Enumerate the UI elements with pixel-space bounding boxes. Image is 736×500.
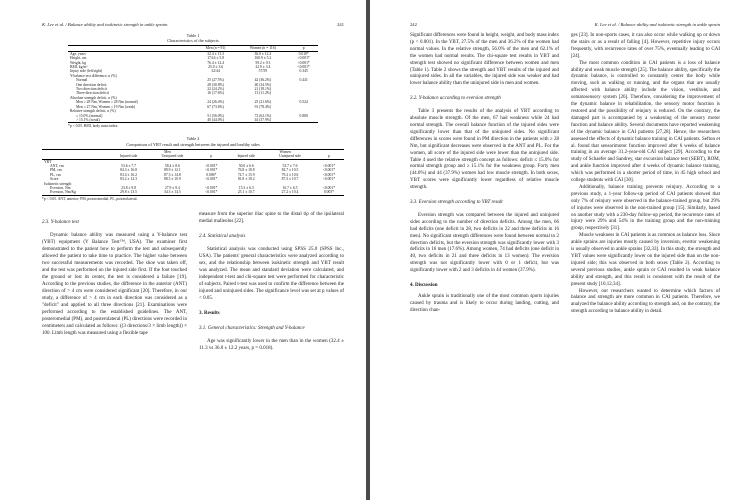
left-column-1 [42,211,187,352]
table-2-note: *p < 0.05. ANT, anterior; PM, posteromedial; PL, posterolateral. [42,196,138,201]
cell: 58.4 ± 8.6 [164,163,180,168]
row-label: Three direction deficit [76,91,109,96]
row-label: Height, cm [70,56,87,61]
table-2-col-header: Uninjured side [266,154,314,159]
table-2-grid [42,149,344,196]
group-header-men: Men [109,149,227,154]
cell: 27.9 ± 9.4 [164,185,180,190]
table-2-col-header: Injured side [226,154,266,159]
cell: <0.001* [205,177,218,182]
cell-men: 25.0 ± 3.6 [208,65,224,70]
paragraph-continued: measure from the superior iliac spine to the distal tip of the ipsilateral medial malleolus [22]. [199,211,344,224]
row-label: ≤ 15.0% (normal) [76,113,103,118]
row-label: PL, cm [50,172,61,177]
cell: 87.3 ± 10.7 [281,177,299,182]
table-2-caption: Comparison of YBT result and strength between the injured and healthy sides [126,141,260,147]
cell: 16.7 ± 6.5 [282,185,298,190]
table-2 [42,136,344,200]
cell: <0.001* [205,185,218,190]
paragraph: Ankle sprain is traditionally one of the most common sports injuries caused by trauma and is likely to occur during landing, cutting, and direction chan- [410,294,559,313]
right-column-1 [410,33,559,316]
cell-men: 24 (26.4%) [207,100,224,105]
table-row [42,190,344,195]
running-header [42,22,344,27]
cell: 23.8 ± 9.8 [121,185,137,190]
table-row [68,118,318,123]
row-label: Two direction deficit [76,87,107,92]
cell: 84.3 ± 16.8 [120,168,137,173]
cell: 53.6 ± 7.7 [121,163,137,168]
cell: 82.7 ± 10.5 [281,168,299,173]
left-column-2 [199,211,344,352]
cell-p: 0.018* [298,51,309,56]
table-2-col-header: p [196,154,226,159]
table-2-col-header: Injured side [109,154,149,159]
cell: 79.2 ± 10.6 [281,172,299,177]
row-label: PM, cm [50,168,62,173]
table-2-col-header: p [314,154,344,159]
body-columns [410,33,720,316]
row-label: Men ≥ 28 Nm, Women ≥ 28 Nm (normal) [76,100,138,105]
row-label: Injury side (left/right) [70,69,103,74]
row-label: Isokinetic strength [44,181,72,186]
cell-men: 40 (44.0%) [195,118,237,123]
cell: <0.001* [322,168,336,173]
cell-men: 32/44 [211,69,220,74]
cell-women: 40 (34.5%) [254,82,272,87]
row-label: YBT [44,159,52,164]
cell-women: 44 (37.9%) [236,118,289,123]
section-heading: 3. Results [199,310,220,316]
row-label: Eversion, Nm [50,185,71,190]
cell: 15.3 ± 6.3 [238,185,254,190]
cell-men: 25 (27.5%) [207,78,224,83]
cell-women: 22.9 ± 3.4 [255,65,271,70]
cell-women: 91 (78.4%) [254,104,272,109]
cell-women: 21 (18.1%) [254,87,272,92]
cell-men: 174.6 ± 5.8 [207,56,224,61]
cell-p: 0.345 [299,69,308,74]
row-label: Absolute strength deficit, n (%) [70,95,117,100]
left-page [0,0,366,500]
cell: 88.5 ± 10.9 [163,177,181,182]
section-heading: 4. Discussion [410,283,438,289]
table-1-grid [68,45,318,123]
table-1-col-header: Women (n = 116) [236,46,289,51]
page-number: 241 [337,22,344,27]
paragraph: Statistical analysis was conducted using SPSS 25.0 (SPSS Inc., USA). The patients' general characteristics were analyzed according to sex, and the relationship between isokinetic strength and YBT result was analyzed. The mean and standard deviation were calculated, and independent t-test and chi-square test were performed for characteristic of subjects. Paired t-test was used to confirm the difference between the injured and uninjured sides. The significance level was set at p values of < 0.05. [199,246,344,301]
cell-women: 160.9 ± 5.2 [254,56,272,61]
section-subheading: 2.3. Y-balance test [42,219,79,225]
row-label: Age, years [70,51,86,56]
header-title: K. Lee et al. / Balance ability and isokinetic strength in ankle sprain [594,22,720,27]
row-label: Weight, kg [70,60,87,65]
row-label: > 15.1% (weak) [68,118,195,123]
paragraph: Eversion strength was compared between the injured and uninjured sides according to the number of direction deficits. Among the men, 66 had deficits (one deficit in 28, two deficits in 22 and three deficits in 16 men). No significant strength differences were found between normal to 2 direction deficits, but the eversion strength was significantly lower with 3 deficits in 16 men (17.6%). Among women, 74 had deficits (one deficit in 40, two deficits in 21 and three deficits in 13 women). The eversion strength was not significantly lower with 0 or 1 deficit, but was significantly lower with 2 and 3 deficits in 44 women (37.9%). [410,212,559,274]
cell: 87.3 ± 14.8 [163,172,181,177]
cell: <0.001* [196,190,226,195]
group-header-women: Women [226,149,344,154]
row-label: Normal [76,78,88,83]
table-1-note: *p < 0.05. BMI, body mass index. [68,124,119,129]
cell: <0.001* [205,168,218,173]
cell: 76.8 ± 18.8 [237,168,255,173]
row-label: Eversion, Nm/Kg [42,190,109,195]
section-subheading: 3.3. Eversion strength according to YBT result [410,200,503,206]
header-title: K. Lee et al. / Balance ability and isokinetic strength in ankle sprain [42,22,168,27]
table-1-caption: Characteristics of the subjects [167,38,219,44]
row-label: Score [50,177,59,182]
paragraph: The most common condition in CAI patients is a loss of balance ability and weak muscle strength [25]. The balance ability, specifically the dynamic balance, is controlled to constantly center the body while moving, such as walking or running, and the organs that are usually affected with balance ability include the vision, vestibule, and somatosensory system [26]. Therefore, considering the improvement of the dynamic balance in rehabilitation, the sensory motor function is restored and the possibility of reinjury is reduced. On the contrary, the damaged part is accompanied by a weakening of the sensory motor function and balance ability. Several documents have reported weakening of the dynamic balance in CAI patients [27,28]. Hence, the researchers assessed the effects of dynamic balance training in CAI patients. Sefton et al. found that sensorimotor function improved after 6 weeks of balance training in an average 31.2-year-old CAI subject [29]. According to the study of Schaefer and Sandrey, star excursion balance test (SEBT), ROM, and ankle function improved after 4 weeks of dynamic balance training, which was performed in a shorter period of time, in 45 high school and college students with CAI [30]. [571,60,720,184]
paragraph: Muscle weakness in CAI patients is as common as balance loss. Since ankle sprains are injuries mostly caused by inversion, evertor weakening is usually observed in ankle sprains [32,33]. In this study, the strength and YBT values were significantly lower on the injured side than on the non-injured side; this was observed in both sexes (Table 2). According to several previous studies, ankle sprain or CAI resulted in weak balance ability and strength, and this result is consistent with the result of the present study [10,12,34]. [571,233,720,287]
cell: 29.8 ± 13.5 [109,190,149,195]
cell: 25.1 ± 10.7 [226,190,266,195]
cell: <0.001* [322,163,336,168]
cell-p: <0.001* [297,56,310,61]
row-label: One direction deficit [76,82,107,87]
cell: 27.2 ± 10.4 [266,190,314,195]
paragraph-continued: Significant differences were found in height, weight, and body mass index (p < 0.001). In the YBT, 27.5% of the men and 36.2% of the women had normal values. In the relative strength, 56.0% of the men and 62.1% of the women had normal results. The chi-square test results in YBT and strength test showed no significant difference between women and men (Table 1). Table 2 shows the strength and YBT results of the injured and uninjured sides. In all the variables, the injured side was weaker and had lower balance ability than the uninjured side in men and women. [410,33,559,87]
cell: 50.0 ± 6.6 [238,163,254,168]
cell-men: 28 (30.8%) [207,82,224,87]
cell-women: 72 (62.1%) [254,113,272,118]
cell: 83.2 ± 12.3 [120,177,137,182]
right-column-2 [571,33,720,316]
cell-p: 0.441 [299,78,308,83]
row-label: Men ≤ 27 Nm, Women ≤ 19 Nm (weak) [76,104,136,109]
paragraph-continued: ges [23]. In non-sports cases, it can also occur while walking up or down the stairs or as a result of falling [4]. However, repetitive injury occurs frequently, with recurrence rates of over 75%, eventually leading to CAI [24]. [571,33,720,59]
cell: 53.7 ± 7.6 [282,163,298,168]
table-1-col-header: p [289,46,318,51]
paragraph: Additionally, balance training prevents reinjury. According to a previous study, a 1-year follow-up period of CAI patients showed that only 7% of reinjury were observed in the balance-trained group, but 29% of injuries were observed in the non-trained group [15]. Similarly, based on another study with a 230-day follow-up period, the recurrence rates of injury were 29% and 54% in the training group and the non-training group, respectively [31]. [571,184,720,232]
table-1-col-header: Men (n = 91) [195,46,237,51]
table-1-label: Table 1 [186,33,200,38]
cell-men: 51 (56.0%) [207,113,224,118]
body-columns [42,211,344,352]
cell-men: 22 (24.2%) [207,87,224,92]
paragraph: However, our researchers wanted to determine which factors of balance and strength are more common in CAI patients. Therefore, we analyzed the balance ability according to strength and, on the contrary, the strength according to balance ability in detail. [571,288,720,315]
cell: 74.7 ± 15.9 [237,172,255,177]
cell-women: 42 (36.2%) [254,78,272,83]
table-1 [42,33,344,128]
paragraph: Dynamic balance ability was measured using a Y-balance test (YBT) equipment (Y Balance Test™, USA). The examiner first demonstrated to the patient how to perform the test and subsequently allowed the patient to take time to practice. The higher value between two successful measurements was recorded. The shoe was taken off, and the test was performed on the injured side first. If the foot touched the ground or lost its center, the test is considered a failure [19]. According to the previous studies, the difference in the anterior (ANT) direction of > 4 cm were considered significant [20]. Therefore, in our study, a difference of > 4 cm in each direction was considered as a "deficit" and applied to all three directions [21]. Examinations were performed according to the established guidelines. The ANT, posteromedial (PM), and posterolateral (PL) directions were recorded in centimeters and calculated as follows: ((3 directions/3 × limb length)) × 100. Limb length was measured using a flexible tape [42,232,187,336]
row-label: Y-balance test difference, n (%) [70,73,117,78]
cell-p: <0.001* [297,65,310,70]
cell: <0.001* [322,185,336,190]
cell-p: <0.001* [297,60,310,65]
cell: 81.8 ± 18.2 [237,177,255,182]
cell-p [289,118,318,123]
cell-women: 59.2 ± 9.3 [255,60,271,65]
cell-p: 0.880 [299,113,308,118]
cell-men: 16 (17.6%) [207,91,224,96]
cell: 83.4 ± 16.2 [120,172,137,177]
cell-women: 13 (11.2%) [254,91,272,96]
cell: 0.006* [206,172,217,177]
cell-women: 25 (21.6%) [254,100,272,105]
cell-women: 57/59 [258,69,268,74]
cell: <0.001* [322,172,336,177]
running-header [410,22,720,27]
cell: 34.3 ± 14.5 [148,190,196,195]
table-2-col-header: Uninjured side [148,154,196,159]
cell-women: 36.0 ± 12.2 [254,51,272,56]
right-page [370,0,736,500]
section-subheading: 3.2. Y-balance according to eversion strength [410,96,501,102]
section-subheading: 2.4. Statistical analysis [199,233,246,239]
cell-men: 32.4 ± 11.3 [207,51,224,56]
cell: 0.003* [314,190,344,195]
cell-men: 67 (73.6%) [207,104,224,109]
cell: <0.001* [322,177,336,182]
cell: 89.9 ± 12.1 [163,168,181,173]
page-number: 242 [410,22,417,27]
table-2-label: Table 2 [186,136,200,142]
paragraph: Age was significantly lower in the men than in the women (32.4 ± 11.3 vs 36.0 ± 12.2 years, p = 0.018). [199,338,344,351]
cell-p: 0.524 [299,100,308,105]
section-subheading: 3.1. General characteristics: Strength and Y-balance [199,325,305,331]
row-label: Relative strength deficit, n (%) [70,109,116,114]
row-label: ANT, cm [50,163,64,168]
row-label: BMI, kg/m² [70,65,88,70]
cell-men: 76.4 ± 12.4 [207,60,224,65]
paragraph: Table 3 presents the results of the analysis of YBT according to absolute muscle strength. Of the men, 67 had weakness while 24 had normal strength. The overall balance function of the injured sides were significantly lower than that of the uninjured sides. No significant differences in scores were found in PM direction in the patients with ≥ 28 Nm, but significant decreases were observed in the ANT and PL. For the women, all score of the injured side were lower than the uninjured side. Table 4 used the relative strength concept as follows: deficit ≤ 15.0% for normal strength group and ≥ 15.1% for the weakness group. Forty men (44.0%) and 44 (37.9%) women had low muscle strength. In both sexes, YBT scores were significantly lower regardless of relative muscle strength. [410,109,559,191]
cell: <0.001* [205,163,218,168]
